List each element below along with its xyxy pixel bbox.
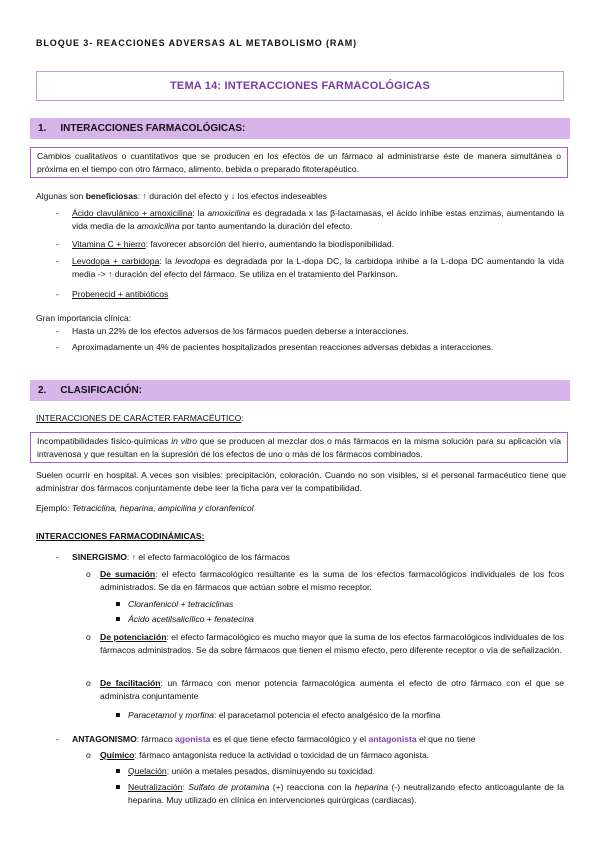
- list-item: Cloranfenicol + tetraciclinas: [128, 598, 564, 611]
- list-item: - Levodopa + carbidopa: la levodopa es degradada por la L-dopa DC, la carbidopa inhibe a la L-dopa DC aumentando la vida media -> ↑ duración del efecto del fármaco. Se utiliza en el tratamiento del Parkinson.: [56, 256, 564, 279]
- document-header: BLOQUE 3- REACCIONES ADVERSAS AL METABOLISMO (RAM): [36, 38, 358, 48]
- list-item: o De sumación: el efecto farmacológico resultante es la suma de los efectos farmacológicos individuales de los fcos administrados. Se da en fármacos que actúan sobre el mismo receptor.: [86, 569, 564, 592]
- section-number: 2.: [38, 385, 47, 396]
- importance-title: Gran importancia clínica:: [36, 313, 132, 323]
- section-2-header: [30, 380, 570, 401]
- section-title: INTERACCIONES FARMACOLÓGICAS:: [60, 123, 246, 134]
- list-item: Paracetamol y morfina: el paracetamol potencia el efecto analgésico de la morfina: [128, 709, 564, 722]
- pharmaceutical-title: INTERACCIONES DE CARÁCTER FARMACÉUTICO:: [36, 413, 244, 423]
- list-item: o De potenciación: el efecto farmacológico es mucho mayor que la suma de los efectos farmacológicos individuales de los fármacos administrados. Se da sobre fármacos que tienen el mismo efecto, pero diferente receptor o vía de señalización.: [86, 632, 564, 655]
- list-item: - Probenecid + antibióticos: [56, 289, 169, 299]
- list-item: o De facilitación: un fármaco con menor potencia farmacológica aumenta el efecto de otro fármaco con el que se administra conjuntamente: [86, 678, 564, 701]
- beneficial-intro: Algunas son beneficiosas: ↑ duración del efecto y ↓ los efectos indeseables: [36, 191, 327, 201]
- list-item: Quelación: unión a metales pesados, disminuyendo su toxicidad.: [128, 765, 564, 778]
- list-item: - Ácido clavulánico + amoxicilina: la amoxicilina es degradada x las β-lactamasas, el ácido inhibe estas enzimas, aumentando la vida media de la amoxicilina por tanto aumentando la duración del efecto.: [56, 208, 565, 231]
- antagonism-item: - ANTAGONISMO: fármaco agonista es el que tiene efecto farmacológico y el antagonista el que no tiene: [56, 734, 476, 744]
- example-line: Ejemplo: Tetraciclina, heparina, ampicilina y cloranfenicol: [36, 503, 254, 513]
- list-item: Neutralización: Sulfato de protamina (+) reacciona con la heparina (-) neutralizando efecto anticoagulante de la heparina. Muy utilizado en clínica en intervenciones quirúrgicas (cardiacas).: [128, 781, 564, 806]
- list-item: - Vitamina C + hierro: favorecer absorción del hierro, aumentando la biodisponibilidad.: [56, 239, 395, 249]
- list-item: - Aproximadamente un 4% de pacientes hospitalizados presentan reacciones adversas debidas a interacciones.: [56, 342, 494, 352]
- topic-title: TEMA 14: INTERACCIONES FARMACOLÓGICAS: [36, 71, 564, 101]
- list-item: - Hasta un 22% de los efectos adversos de los fármacos pueden deberse a interacciones.: [56, 326, 409, 336]
- definition-box: Cambios cualitativos o cuantitativos que se producen en los efectos de un fármaco al administrarse éste de manera simultánea o próxima en el tiempo con otro fármaco, alimento, bebida o preparado fitoterapéutico.: [30, 147, 568, 178]
- pharmacodynamic-title: INTERACCIONES FARMACODINÁMICAS:: [36, 531, 205, 541]
- section-number: 1.: [38, 123, 47, 134]
- list-item: o Químico: fármaco antagonista reduce la actividad o toxicidad de un fármaco agonista.: [86, 750, 430, 760]
- synergism-item: - SINERGISMO: ↑ el efecto farmacológico de los fármacos: [56, 552, 290, 562]
- list-item: Ácido acetilsalicílico + fenatecina: [128, 613, 564, 626]
- pharmaceutical-box: Incompatibilidades físico-químicas in vitro que se producen al mezclar dos o más fármacos en la misma solución para su aplicación vía intravenosa y que resultan en la supresión de los efectos de uno o más de los fármacos combinados.: [30, 432, 568, 463]
- pharmaceutical-paragraph: Suelen ocurrir en hospital. A veces son visibles: precipitación, coloración. Cuando no son visibles, si el personal farmacéutico tiene que administrar dos fármacos conjuntamente debe leer la ficha para ver la compatibilidad.: [36, 470, 566, 493]
- section-title: CLASIFICACIÓN:: [60, 385, 143, 396]
- section-1-header: [30, 118, 570, 139]
